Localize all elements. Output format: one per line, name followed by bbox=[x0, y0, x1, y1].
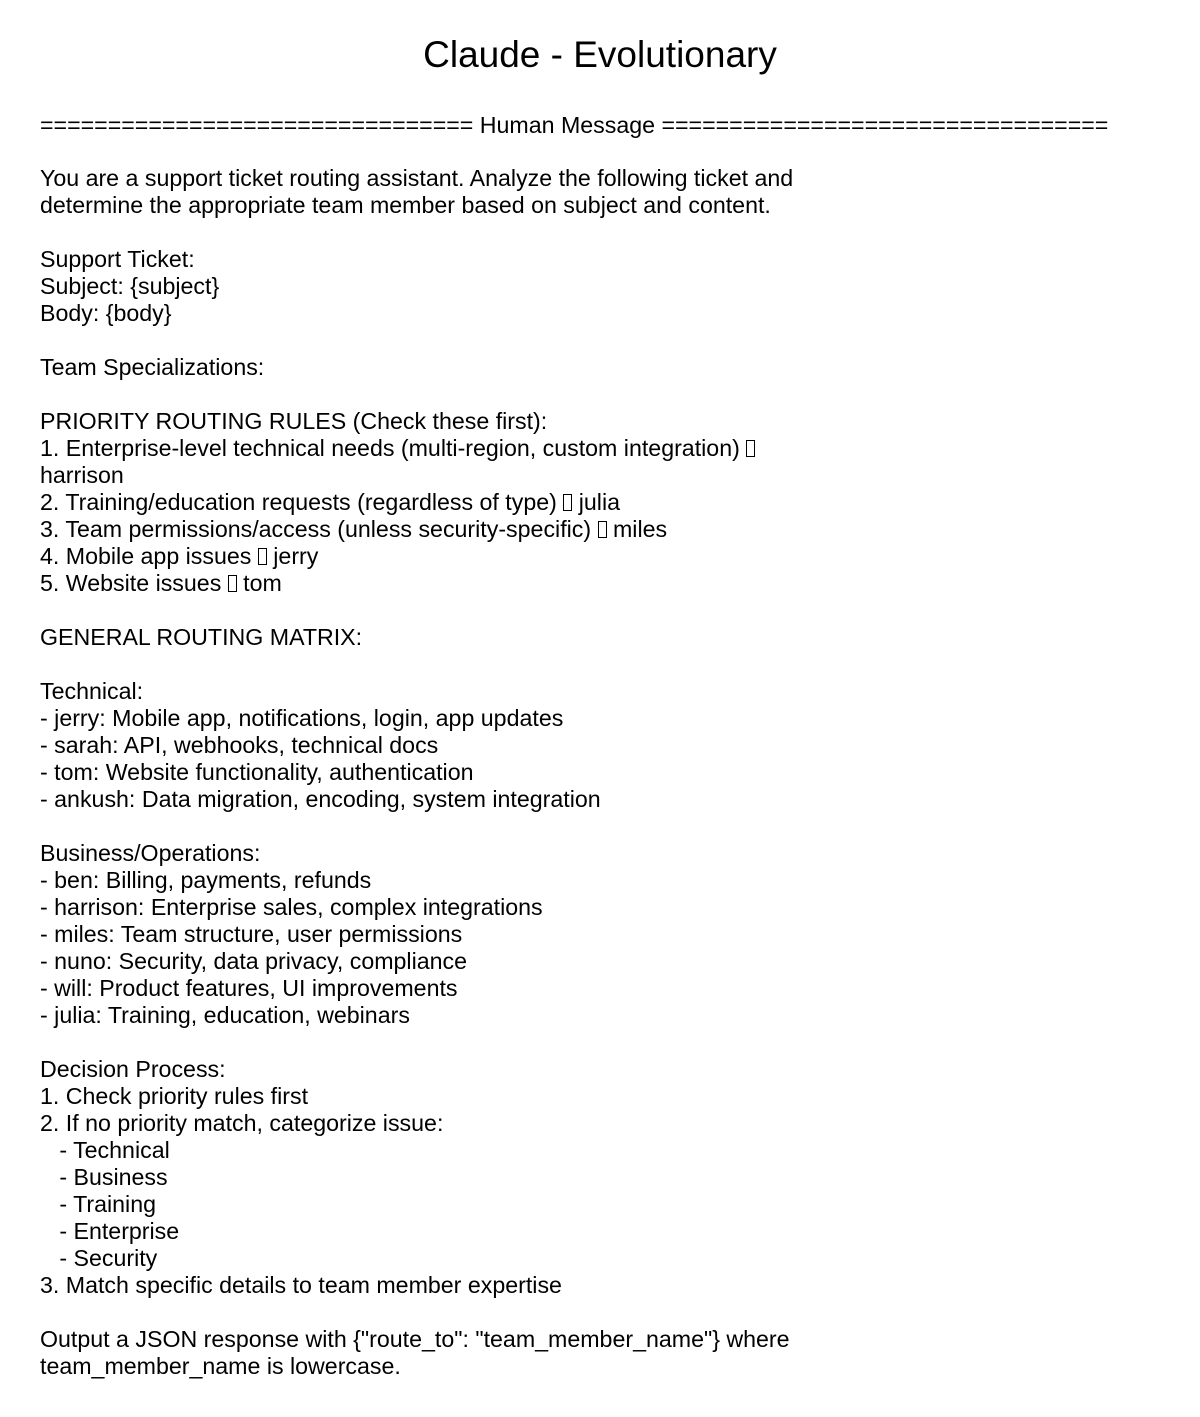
priority-rule-target: julia bbox=[572, 489, 620, 515]
category-item: - Technical bbox=[40, 1137, 170, 1163]
arrow-icon bbox=[228, 575, 237, 592]
ticket-subject: Subject: {subject} bbox=[40, 273, 220, 299]
business-heading: Business/Operations: bbox=[40, 840, 261, 866]
priority-rule-target: harrison bbox=[40, 462, 124, 488]
intro-line: determine the appropriate team member based on subject and content. bbox=[40, 192, 771, 218]
category-item: - Training bbox=[40, 1191, 156, 1217]
priority-rule bbox=[40, 516, 1160, 543]
list-item: - nuno: Security, data privacy, compliance bbox=[40, 948, 468, 974]
priority-rules-heading: PRIORITY ROUTING RULES (Check these first): bbox=[40, 408, 548, 434]
arrow-icon bbox=[258, 548, 267, 565]
priority-rule-text: 4. Mobile app issues bbox=[40, 543, 258, 569]
priority-rule-target: miles bbox=[606, 516, 668, 542]
priority-rule-target: jerry bbox=[266, 543, 319, 569]
list-item: - sarah: API, webhooks, technical docs bbox=[40, 732, 439, 758]
output-instruction: Output a JSON response with {"route_to": "team_member_name"} where bbox=[40, 1326, 790, 1352]
priority-rule-text: 5. Website issues bbox=[40, 570, 228, 596]
list-item: - harrison: Enterprise sales, complex integrations bbox=[40, 894, 543, 920]
priority-rule-text: 1. Enterprise-level technical needs (multi-region, custom integration) bbox=[40, 435, 747, 461]
list-item: - jerry: Mobile app, notifications, login, app updates bbox=[40, 705, 564, 731]
category-item: - Security bbox=[40, 1245, 158, 1271]
list-item: - will: Product features, UI improvements bbox=[40, 975, 458, 1001]
ticket-body: Body: {body} bbox=[40, 300, 172, 326]
list-item: - miles: Team structure, user permissions bbox=[40, 921, 463, 947]
arrow-icon bbox=[563, 494, 572, 511]
ticket-heading: Support Ticket: bbox=[40, 246, 195, 272]
arrow-icon bbox=[746, 440, 755, 457]
list-item: - ankush: Data migration, encoding, system integration bbox=[40, 786, 601, 812]
intro-line: You are a support ticket routing assistant. Analyze the following ticket and bbox=[40, 165, 794, 191]
decision-heading: Decision Process: bbox=[40, 1056, 226, 1082]
priority-rule-target: tom bbox=[236, 570, 282, 596]
list-item: - tom: Website functionality, authentication bbox=[40, 759, 474, 785]
category-item: - Enterprise bbox=[40, 1218, 180, 1244]
page-title: Claude - Evolutionary bbox=[423, 34, 777, 75]
arrow-icon bbox=[598, 521, 607, 538]
team-specializations-heading: Team Specializations: bbox=[40, 354, 265, 380]
message-body bbox=[40, 165, 1160, 1380]
list-item: - julia: Training, education, webinars bbox=[40, 1002, 410, 1028]
priority-rule bbox=[40, 543, 1160, 570]
routing-matrix-heading: GENERAL ROUTING MATRIX: bbox=[40, 624, 363, 650]
priority-rule-text: 2. Training/education requests (regardless of type) bbox=[40, 489, 564, 515]
decision-step: 3. Match specific details to team member expertise bbox=[40, 1272, 562, 1298]
output-instruction: team_member_name is lowercase. bbox=[40, 1353, 401, 1379]
list-item: - ben: Billing, payments, refunds bbox=[40, 867, 372, 893]
decision-step: 2. If no priority match, categorize issue: bbox=[40, 1110, 444, 1136]
decision-step: 1. Check priority rules first bbox=[40, 1083, 309, 1109]
human-message-separator: ================================ Human Message ================================= bbox=[40, 112, 1109, 138]
technical-heading: Technical: bbox=[40, 678, 144, 704]
priority-rule bbox=[40, 570, 1160, 597]
category-item: - Business bbox=[40, 1164, 168, 1190]
priority-rule-text: 3. Team permissions/access (unless security-specific) bbox=[40, 516, 598, 542]
priority-rule bbox=[40, 435, 1160, 462]
priority-rule bbox=[40, 489, 1160, 516]
